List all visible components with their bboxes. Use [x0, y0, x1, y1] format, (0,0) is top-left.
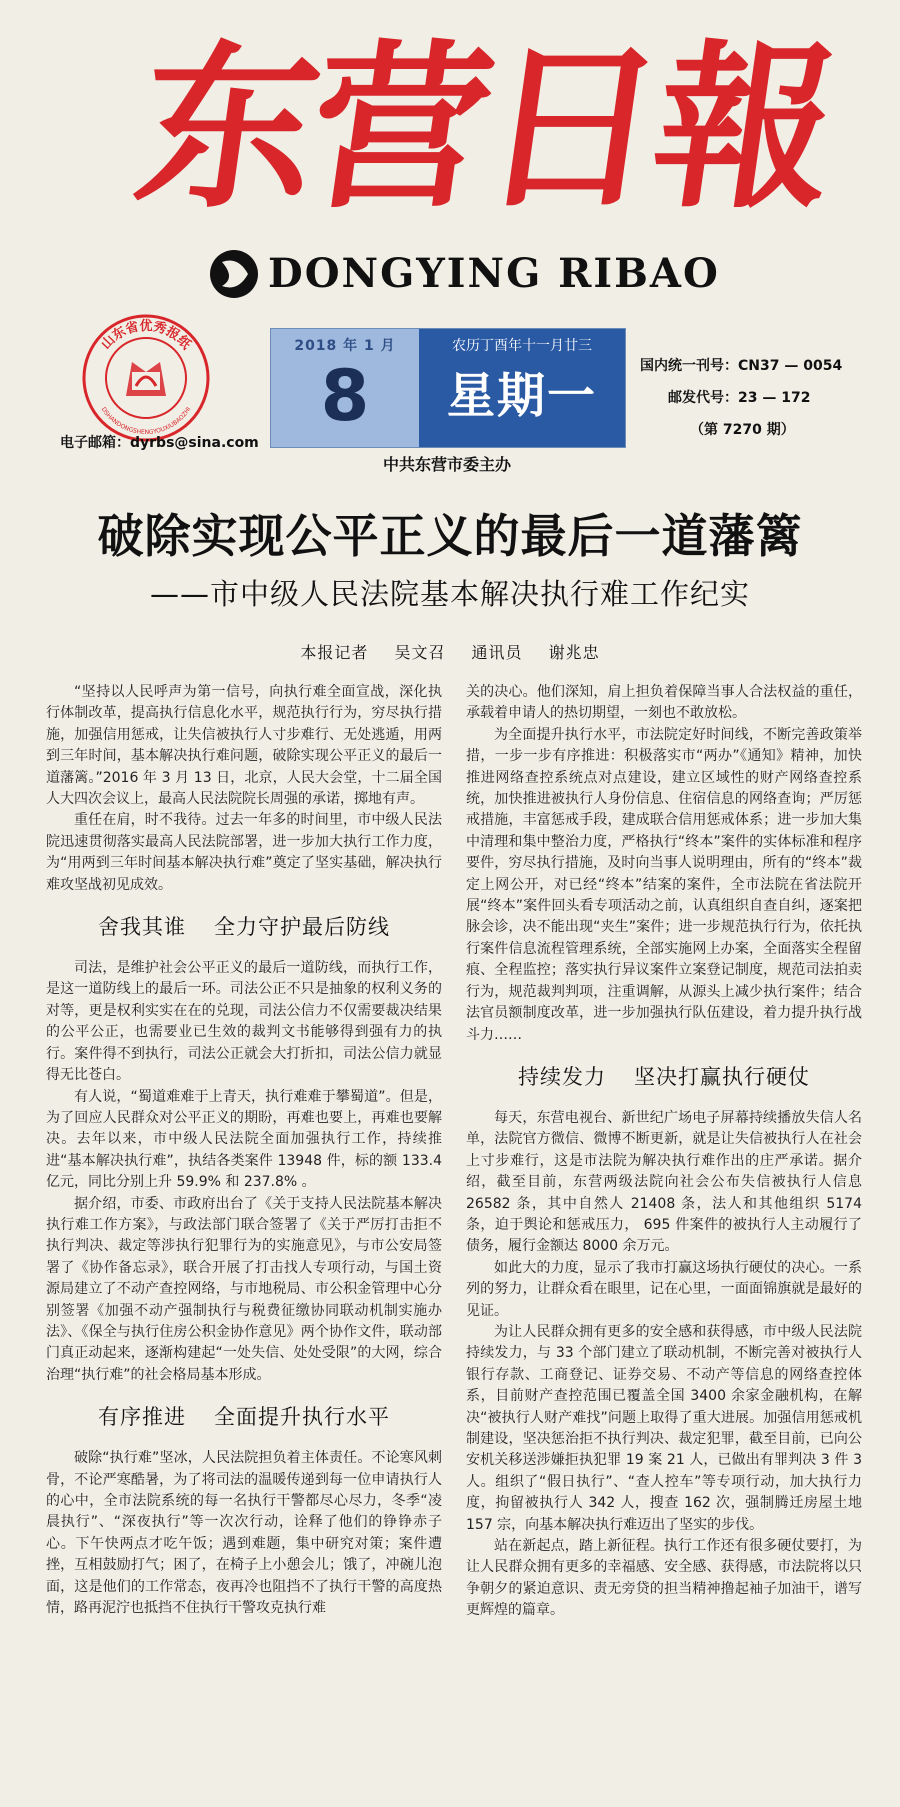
- reporter-label: 本报记者: [300, 643, 369, 662]
- section-heading-part: 舍我其谁: [98, 915, 186, 940]
- serial-cn: 国内统一刊号：CN37 — 0054: [640, 358, 843, 374]
- article-column-left: [46, 682, 442, 1792]
- newspaper-title-cn: 东营日報: [125, 23, 843, 232]
- paragraph: “坚持以人民呼声为第一信号，向执行难全面宣战，深化执行体制改革，提高执行信息化水平，规范执行行为，穷尽执行措施，加强信用惩戒，让失信被执行人寸步难行、无处逃遁，用两到三年时间，基本解决执行难问题，破除实现公平正义的最后一道藩篱。”2016 年 3 月 13 日，北京，人民大会堂，十二届全国人大四次会议上，最高人民法院院长周强的承诺，掷地有声。: [46, 684, 442, 808]
- section-heading-part: 坚决打赢执行硬仗: [634, 1064, 810, 1089]
- reporter-name: 吴文召: [394, 643, 446, 662]
- svg-text:山东省优秀报纸: 山东省优秀报纸: [98, 319, 194, 353]
- weekday: 星期一: [446, 368, 597, 424]
- section-heading-part: 有序推进: [98, 1405, 186, 1430]
- headline: 破除实现公平正义的最后一道藩篱: [97, 509, 803, 563]
- email-address: 电子邮箱：dyrbs@sina.com: [60, 435, 259, 451]
- paragraph: 站在新起点，踏上新征程。执行工作还有很多硬仗要打，为让人民群众拥有更多的幸福感、安全感、获得感，市法院将以只争朝夕的紧迫意识、责无旁贷的担当精神撸起袖子加油干，谱写更辉煌的篇章。: [466, 1538, 862, 1619]
- paragraph: 有人说，“蜀道难难于上青天，执行难难于攀蜀道”。但是，为了回应人民群众对公平正义的期盼，再难也要上，再难也要解决。去年以来，市中级人民法院全面加强执行工作，持续推进“基本解决执行难”，执结各类案件 13948 件，标的额 133.4 亿元，同比分别上升 59.9% 和 237.8% 。: [46, 1088, 442, 1191]
- article-column-right: [466, 682, 862, 1792]
- svg-text:DSHANDONGSHENGYOUXIUBAOZHI: DSHANDONGSHENGYOUXIUBAOZHI: [99, 405, 193, 437]
- section-heading: [466, 1062, 862, 1092]
- byline: [0, 640, 900, 663]
- section-heading-part: 持续发力: [518, 1064, 606, 1089]
- award-seal-icon: [80, 312, 212, 444]
- correspondent-label: 通讯员: [471, 643, 523, 662]
- paragraph: 每天，东营电视台、新世纪广场电子屏幕持续播放失信人名单，法院官方微信、微博不断更新，就是让失信被执行人在社会上寸步难行，这是市法院为解决执行难作出的庄严承诺。据介绍，截至目前，东营两级法院向社会公布失信被执行人信息 26582 条，其中自然人 21408 条，法人和其他组织 5174 条，迫于舆论和惩戒压力， 695 件案件的被执行人主动履行了债务，履行金额达 8000 余万元。: [466, 1109, 862, 1255]
- postal-code: 邮发代号：23 — 172: [668, 390, 811, 406]
- date-year-month: 2018 年 1 月: [294, 338, 396, 354]
- section-heading-part: 全力守护最后防线: [214, 915, 390, 940]
- issue-number: （第 7270 期）: [690, 422, 795, 438]
- paragraph: 破除“执行难”坚冰，人民法院担负着主体责任。不论寒风刺骨，不论严寒酷暑，为了将司法的温暖传递到每一位申请执行人的心中，全市法院系统的每一名执行干警都尽心尽力，冬季“凌晨执行”、“深夜执行”等一次次行动，诠释了他们的铮铮赤子心。下午快两点才吃午饭；遇到难题，集中研究对策；案件遭挫，互相鼓励打气；困了，在椅子上小憩会儿；饿了，冲碗儿泡面，这是他们的工作常态，夜再冷也阻挡不了执行干警的高度热情，路再泥泞也抵挡不住执行干警攻克执行难: [46, 1450, 442, 1617]
- organizer: 中共东营市委主办: [382, 455, 511, 474]
- lunar-date: 农历丁酉年十一月廿三: [452, 338, 592, 354]
- subheadline: ——市中级人民法院基本解决执行难工作纪实: [149, 577, 750, 611]
- paragraph: 司法，是维护社会公平正义的最后一道防线，而执行工作，是这一道防线上的最后一环。司法公正不只是抽象的权利义务的对等，更是权利实实在在的兑现，司法公信力不仅需要裁决结果的公平公正，也需要业已生效的裁判文书能够得到强有力的执行。案件得不到执行，司法公正就会大打折扣，司法公信力就显得无比苍白。: [46, 960, 442, 1084]
- correspondent-name: 谢兆忠: [548, 643, 600, 662]
- date-panel-left: [271, 329, 419, 447]
- paragraph: 关的决心。他们深知，肩上担负着保障当事人合法权益的重任，承载着申请人的热切期望，一刻也不敢放松。: [466, 684, 862, 722]
- section-heading: [46, 912, 442, 942]
- globe-logo-icon: [208, 248, 260, 300]
- date-panel-right: [419, 329, 625, 447]
- paragraph: 为全面提升执行水平，市法院定好时间线，不断完善政策举措，一步一步有序推进：积极落实市“两办”《通知》精神，加快推进网络查控系统点对点建设，建立区域性的财产网络查控系统，加快推进被执行人身份信息、住宿信息的网络查询；严厉惩戒措施，丰富惩戒手段，建成联合信用惩戒体系；进一步加大集中清理和集中整治力度，严格执行“终本”案件的实体标准和程序要件，穷尽执行措施，及时向当事人说明理由，所有的“终本”裁定上网公开，对已经“终本”结案的案件，全市法院在省法院开展“终本”案件回头看专项活动之前，认真组织自查自纠，逐案把脉会诊，决不能出现“夹生”案件；进一步规范执行行为，依托执行案件信息流程管理系统，全部实施网上办案，全面落实全程留痕、全程监控；落实执行异议案件立案登记制度，规范司法拍卖行为，规范裁判判项，注重调解，从源头上减少执行案件；结合法官员额制度改革，进一步加强执行队伍建设，着力提升执行战斗力……: [466, 726, 862, 1043]
- paragraph: 重任在肩，时不我待。过去一年多的时间里，市中级人民法院迅速贯彻落实最高人民法院部署，进一步加大执行工作力度，为“用两到三年时间基本解决执行难”奠定了坚实基础，解决执行难攻坚战初见成效。: [46, 812, 442, 893]
- paragraph: 如此大的力度，显示了我市打赢这场执行硬仗的决心。一系列的努力，让群众看在眼里，记在心里，一面面锦旗就是最好的见证。: [466, 1259, 862, 1319]
- date-box: [270, 328, 626, 448]
- section-heading: [46, 1402, 442, 1432]
- masthead: [0, 0, 900, 474]
- serial-info: [640, 350, 880, 446]
- section-heading-part: 全面提升执行水平: [214, 1405, 390, 1430]
- date-day: 8: [320, 355, 370, 437]
- paragraph: 为让人民群众拥有更多的安全感和获得感，市中级人民法院持续发力，与 33 个部门建立了联动机制，不断完善对被执行人银行存款、工商登记、证券交易、不动产等信息的网络查控体系，目前财产查控范围已覆盖全国 3400 余家金融机构，在解决“被执行人财产难找”问题上取得了重大进展。加强信用惩戒机制建设，坚决惩治拒不执行判决、裁定犯罪，截至目前，已向公安机关移送涉嫌拒执犯罪 19 案 21 人，已做出有罪判决 3 件 3 人。组织了“假日执行”、“查人控车”等专项行动，加大执行力度，拘留被执行人 342 人，搜查 162 次，强制腾迁房屋土地 157 宗，向基本解决执行难迈出了坚实的步伐。: [466, 1323, 862, 1533]
- newspaper-title-en: DONGYING RIBAO: [268, 250, 720, 297]
- paragraph: 据介绍，市委、市政府出台了《关于支持人民法院基本解决执行难工作方案》，与政法部门联合签署了《关于严厉打击拒不执行判决、裁定等涉执行犯罪行为的实施意见》，与市公安局签署了《协作备忘录》，联合开展了打击找人专项行动，与国土资源局建立了不动产查控网络，与市地税局、市公积金管理中心分别签署《加强不动产强制执行与税费征缴协同联动机制实施办法》、《保全与执行住房公积金协作意见》两个协作文件，联动部门真正动起来，逐渐构建起“一处失信、处处受限”的大网，综合治理“执行难”的社会格局基本形成。: [46, 1195, 442, 1383]
